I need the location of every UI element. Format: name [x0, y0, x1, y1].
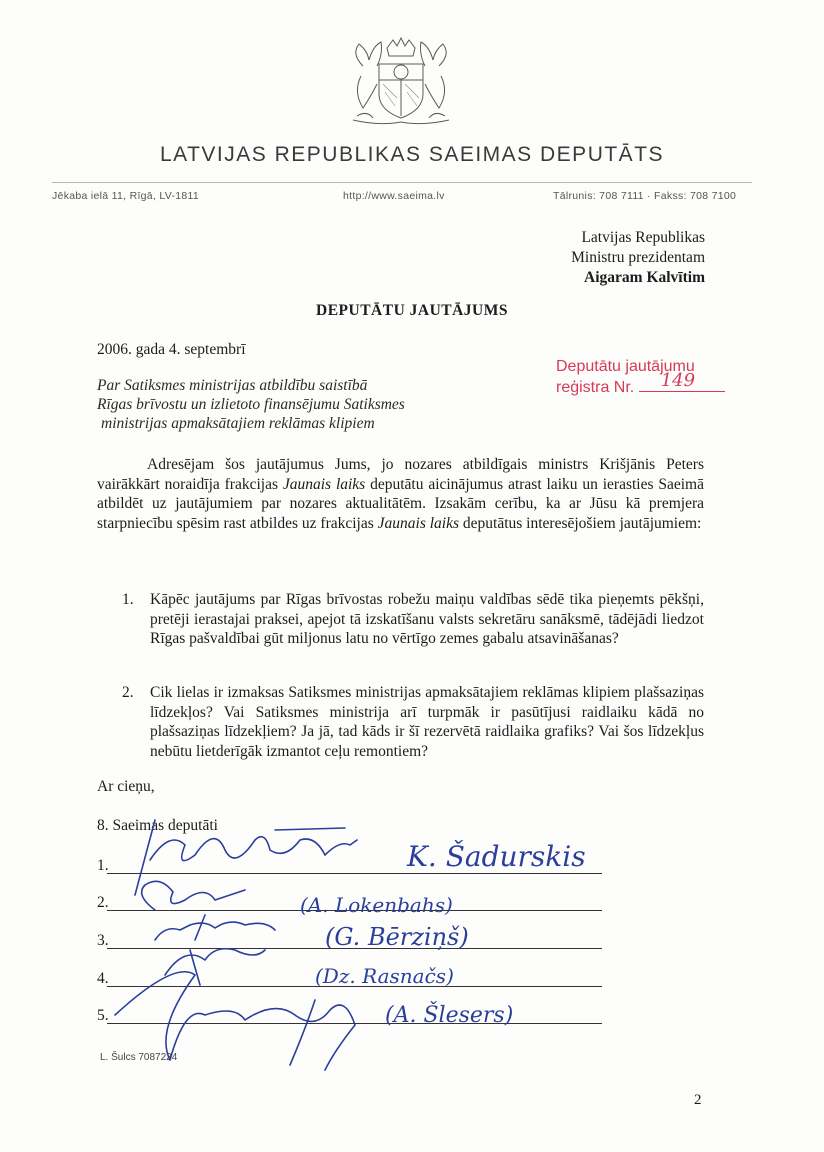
body-paragraph	[97, 455, 704, 533]
recipient-line-2: Ministru prezidentam	[571, 249, 705, 266]
party-name-1: Jaunais laiks	[282, 475, 366, 493]
letterhead-title: LATVIJAS REPUBLIKAS SAEIMAS DEPUTĀTS	[159, 143, 665, 166]
page-number: 2	[694, 1092, 702, 1108]
signature-line: 1.	[97, 857, 109, 875]
recipient-line-1: Latvijas Republikas	[581, 229, 705, 246]
recipient-name: Aigaram Kalvītim	[584, 269, 705, 286]
letterhead-address: Jēkaba ielā 11, Rīgā, LV-1811	[52, 190, 200, 202]
signature-name-2: (A. Lokenbahs)	[300, 893, 453, 917]
document-subject	[97, 376, 405, 433]
letterhead-phone-fax: Tālrunis: 708 7111 · Fakss: 708 7100	[553, 190, 737, 202]
question-number: 1.	[122, 591, 134, 608]
document-heading: DEPUTĀTU JAUTĀJUMS	[316, 302, 508, 319]
body-text-part-2: deputātu aicinājumus atrast laiku un ierasties Saeimā atbildēt uz jautājumiem par nozares aktualitātēm. Izsakām cerību, ka ar Jūsu kā premjera starpniecību spēsim rast atbildes uz frakcijas	[97, 475, 704, 532]
signature-line: 4.	[97, 970, 109, 988]
signature-line: 5.	[97, 1007, 109, 1025]
question-text: Kāpēc jautājums par Rīgas brīvostas robežu maiņu valdības sēdē tika pieņemts pēkšņi, pretēji ierastajai praksei, apejot tā izskatīšanu valsts sekretāru sanāksmē, tādējādi liedzot Rīgas pašvaldībai gūt miljonus latu no vērtīgo zemes gabalu atsavināšanas?	[150, 591, 704, 647]
subject-line-3: ministrijas apmaksātajiem reklāmas klipiem	[101, 415, 375, 432]
author-contact: L. Šulcs 7087224	[100, 1052, 178, 1063]
stamp-line-1: Deputātu jautājumu	[556, 358, 695, 375]
stamp-number-field	[639, 370, 725, 392]
coat-of-arms-icon	[333, 36, 469, 128]
signature-name-4: (Dz. Rasnačs)	[315, 964, 454, 988]
stamp-line-2: reģistra Nr.	[556, 379, 635, 396]
subject-line-1: Par Satiksmes ministrijas atbildību saistībā	[97, 377, 368, 394]
question-text: Cik lielas ir izmaksas Satiksmes ministrijas apmaksātajiem reklāmas klipiem plašsaziņas līdzekļos? Vai Satiksmes ministrija arī turpmāk ir pasūtījusi raidlaiku kādā no plašsaziņas līdzekļiem? Ja jā, tad kāds ir šī rezervētā raidlaika grafiks? Vai šos līdzekļus nebūtu lietderīgāk izmantot ceļu remontiem?	[150, 684, 704, 760]
stamp-number: 149	[660, 370, 696, 391]
handwritten-signatures	[95, 800, 675, 1090]
letterhead-divider	[52, 182, 752, 183]
party-name-2: Jaunais laiks	[377, 514, 460, 532]
question-number: 2.	[122, 684, 134, 701]
document-date: 2006. gada 4. septembrī	[97, 341, 246, 358]
closing-salutation: Ar cieņu,	[97, 778, 155, 795]
signature-name-1: K. Šadurskis	[407, 840, 586, 873]
signature-line: 2.	[97, 894, 109, 912]
letterhead-website: http://www.saeima.lv	[343, 190, 445, 202]
recipient-block	[571, 228, 705, 288]
question-item	[97, 683, 704, 761]
question-item	[97, 590, 704, 649]
signature-name-3: (G. Bērziņš)	[325, 923, 469, 951]
body-text-part-1: Adresējam šos jautājumus Jums, jo nozares atbildīgais ministrs Krišjānis Peters vairākkārt noraidīja frakcijas	[97, 456, 704, 493]
registry-stamp	[556, 357, 725, 398]
body-text-part-3: deputātus interesējošiem jautājumiem:	[459, 514, 702, 532]
subject-line-2: Rīgas brīvostu un izlietoto finansējumu Satiksmes	[97, 396, 405, 413]
signers-label: 8. Saeimas deputāti	[97, 817, 218, 834]
signature-name-5: (A. Šlesers)	[385, 1003, 514, 1028]
signature-line: 3.	[97, 932, 109, 950]
